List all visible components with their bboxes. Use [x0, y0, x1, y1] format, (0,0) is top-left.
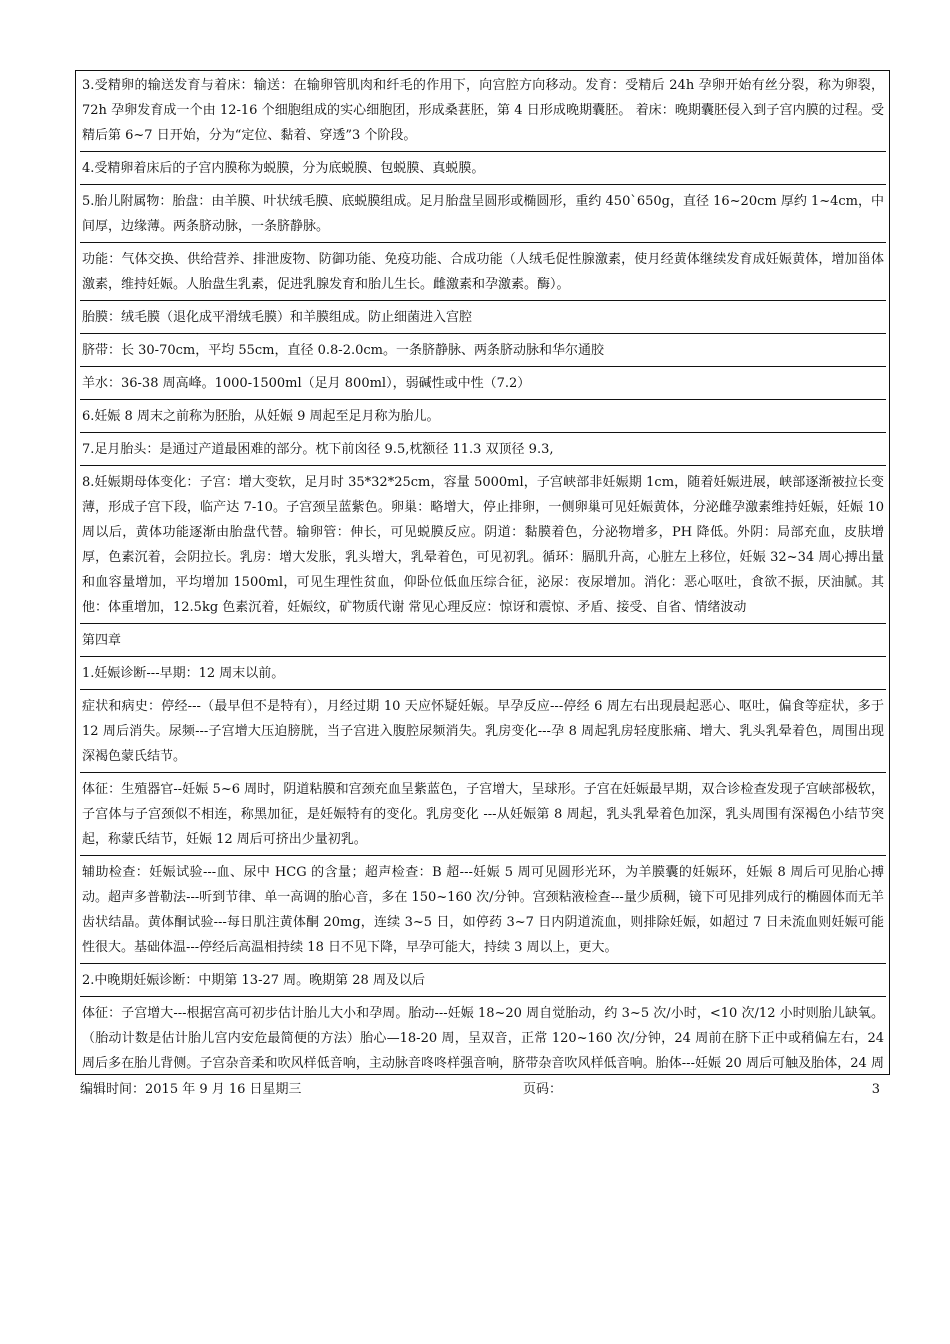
page-footer: [80, 1080, 880, 1100]
edit-time: 编辑时间：2015 年 9 月 16 日星期三: [80, 1082, 302, 1097]
paragraph-maternal-changes: 8.妊娠期母体变化：子宫：增大变软，足月时 35*32*25cm，容量 5000ml，子宫峡部非妊娠期 1cm，随着妊娠进展，峡部逐渐被拉长变薄，形成子宫下段，临产达 7-10。子宫颈呈蓝紫色。卵巢：略增大，停止排卵，一侧卵巢可见妊娠黄体，分泌雌孕激素维持妊娠，妊娠 10 周以后，黄体功能逐渐由胎盘代替。输卵管：伸长，可见蜕膜反应。阴道：黏膜着色，分泌物增多，PH 降低。外阴：局部充血，皮肤增厚，色素沉着，会阴拉长。乳房：增大发胀，乳头增大，乳晕着色，可见初乳。循环：膈肌升高，心脏左上移位，妊娠 32~34 周心搏出量和血容量增加，平均增加 1500ml，可见生理性贫血，仰卧位低血压综合征，泌尿：夜尿增加。消化：恶心呕吐，食欲不振，厌油腻。其他：体重增加，12.5kg 色素沉着，妊娠纹，矿物质代谢 常见心理反应：惊讶和震惊、矛盾、接受、自省、情绪波动: [80, 470, 886, 624]
chapter-heading: 第四章: [80, 628, 886, 657]
paragraph-amniotic-fluid: 羊水：36-38 周高峰。1000-1500ml（足月 800ml），弱碱性或中性（7.2）: [80, 371, 886, 400]
document-body: [80, 73, 886, 1072]
paragraph-placenta-function: 功能：气体交换、供给营养、排泄废物、防御功能、免疫功能、合成功能（人绒毛促性腺激素，使月经黄体继续发育成妊娠黄体，增加甾体激素，维持妊娠。人胎盘生乳素，促进乳腺发育和胎儿生长。雌激素和孕激素。酶）。: [80, 247, 886, 301]
paragraph-early-diagnosis: 1.妊娠诊断---早期：12 周末以前。: [80, 661, 886, 690]
page-number: 3: [871, 1082, 880, 1097]
paragraph-fertilized-egg-transport: 3.受精卵的输送发育与着床：输送：在输卵管肌肉和纤毛的作用下，向宫腔方向移动。发育：受精后 24h 孕卵开始有丝分裂，称为卵裂，72h 孕卵发育成一个由 12-16 个细胞组成的实心细胞团，形成桑葚胚，第 4 日形成晚期囊胚。 着床：晚期囊胚侵入到子宫内膜的过程。受精后第 6~7 日开始，分为“定位、黏着、穿透”3 个阶段。: [80, 73, 886, 152]
paragraph-fetal-membrane: 胎膜：绒毛膜（退化成平滑绒毛膜）和羊膜组成。防止细菌进入宫腔: [80, 305, 886, 334]
paragraph-decidua: 4.受精卵着床后的子宫内膜称为蜕膜，分为底蜕膜、包蜕膜、真蜕膜。: [80, 156, 886, 185]
paragraph-fetal-head: 7.足月胎头：是通过产道最困难的部分。枕下前囟径 9.5,枕额径 11.3 双顶径 9.3,: [80, 437, 886, 466]
paragraph-physical-signs: 体征：生殖器官--妊娠 5~6 周时，阴道粘膜和宫颈充血呈紫蓝色，子宫增大，呈球形。子宫在妊娠最早期，双合诊检查发现子宫峡部极软，子宫体与子宫颈似不相连，称黑加征，是妊娠特有的变化。乳房变化 ---从妊娠第 8 周起，乳头乳晕着色加深，乳头周围有深褐色小结节突起，称蒙氏结节，妊娠 12 周后可挤出少量初乳。: [80, 777, 886, 856]
paragraph-mid-late-signs: 体征：子宫增大---根据宫高可初步估计胎儿大小和孕周。胎动---妊娠 18~20 周自觉胎动，约 3~5 次/小时，<10 次/12 小时则胎儿缺氧。（胎动计数是估计胎儿宫内安危最简便的方法）胎心—18-20 周，呈双音，正常 120~160 次/分钟，24 周前在脐下正中或稍偏左右，24 周后多在胎儿背侧。子宫杂音柔和吹风样低音响，主动脉音咚咚样强音响，脐带杂音吹风样低音响。胎体---妊娠 20 周后可触及胎体，24 周: [80, 1001, 886, 1072]
paragraph-auxiliary-exam: 辅助检查：妊娠试验---血、尿中 HCG 的含量；超声检查：B 超---妊娠 5 周可见圆形光环，为羊膜囊的妊娠环，妊娠 8 周后可见胎心搏动。超声多普勒法---听到节律、单一高调的胎心音，多在 150~160 次/分钟。宫颈粘液检查---量少质稠，镜下可见排列成行的椭圆体而无羊齿状结晶。黄体酮试验---每日肌注黄体酮 20mg，连续 3~5 日，如停药 3~7 日内阴道流血，则排除妊娠，如超过 7 日未流血则妊娠可能性很大。基础体温---停经后高温相持续 18 日不见下降，早孕可能大，持续 3 周以上，更大。: [80, 860, 886, 964]
paragraph-embryo-fetus: 6.妊娠 8 周末之前称为胚胎，从妊娠 9 周起至足月称为胎儿。: [80, 404, 886, 433]
paragraph-umbilical-cord: 脐带：长 30-70cm，平均 55cm，直径 0.8-2.0cm。一条脐静脉、两条脐动脉和华尔通胶: [80, 338, 886, 367]
paragraph-symptoms-history: 症状和病史：停经---（最早但不是特有），月经过期 10 天应怀疑妊娠。早孕反应---停经 6 周左右出现晨起恶心、呕吐，偏食等症状，多于 12 周后消失。尿频---子宫增大压迫膀胱，当子宫进入腹腔尿频消失。乳房变化---孕 8 周起乳房轻度胀痛、增大、乳头乳晕着色，周围出现深褐色蒙氏结节。: [80, 694, 886, 773]
paragraph-fetal-appendages: 5.胎儿附属物：胎盘：由羊膜、叶状绒毛膜、底蜕膜组成。足月胎盘呈圆形或椭圆形，重约 450`650g，直径 16~20cm 厚约 1~4cm，中间厚，边缘薄。两条脐动脉，一条脐静脉。: [80, 189, 886, 243]
paragraph-mid-late-diagnosis: 2.中晚期妊娠诊断：中期第 13-27 周。晚期第 28 周及以后: [80, 968, 886, 997]
page-label: 页码：: [523, 1082, 563, 1097]
